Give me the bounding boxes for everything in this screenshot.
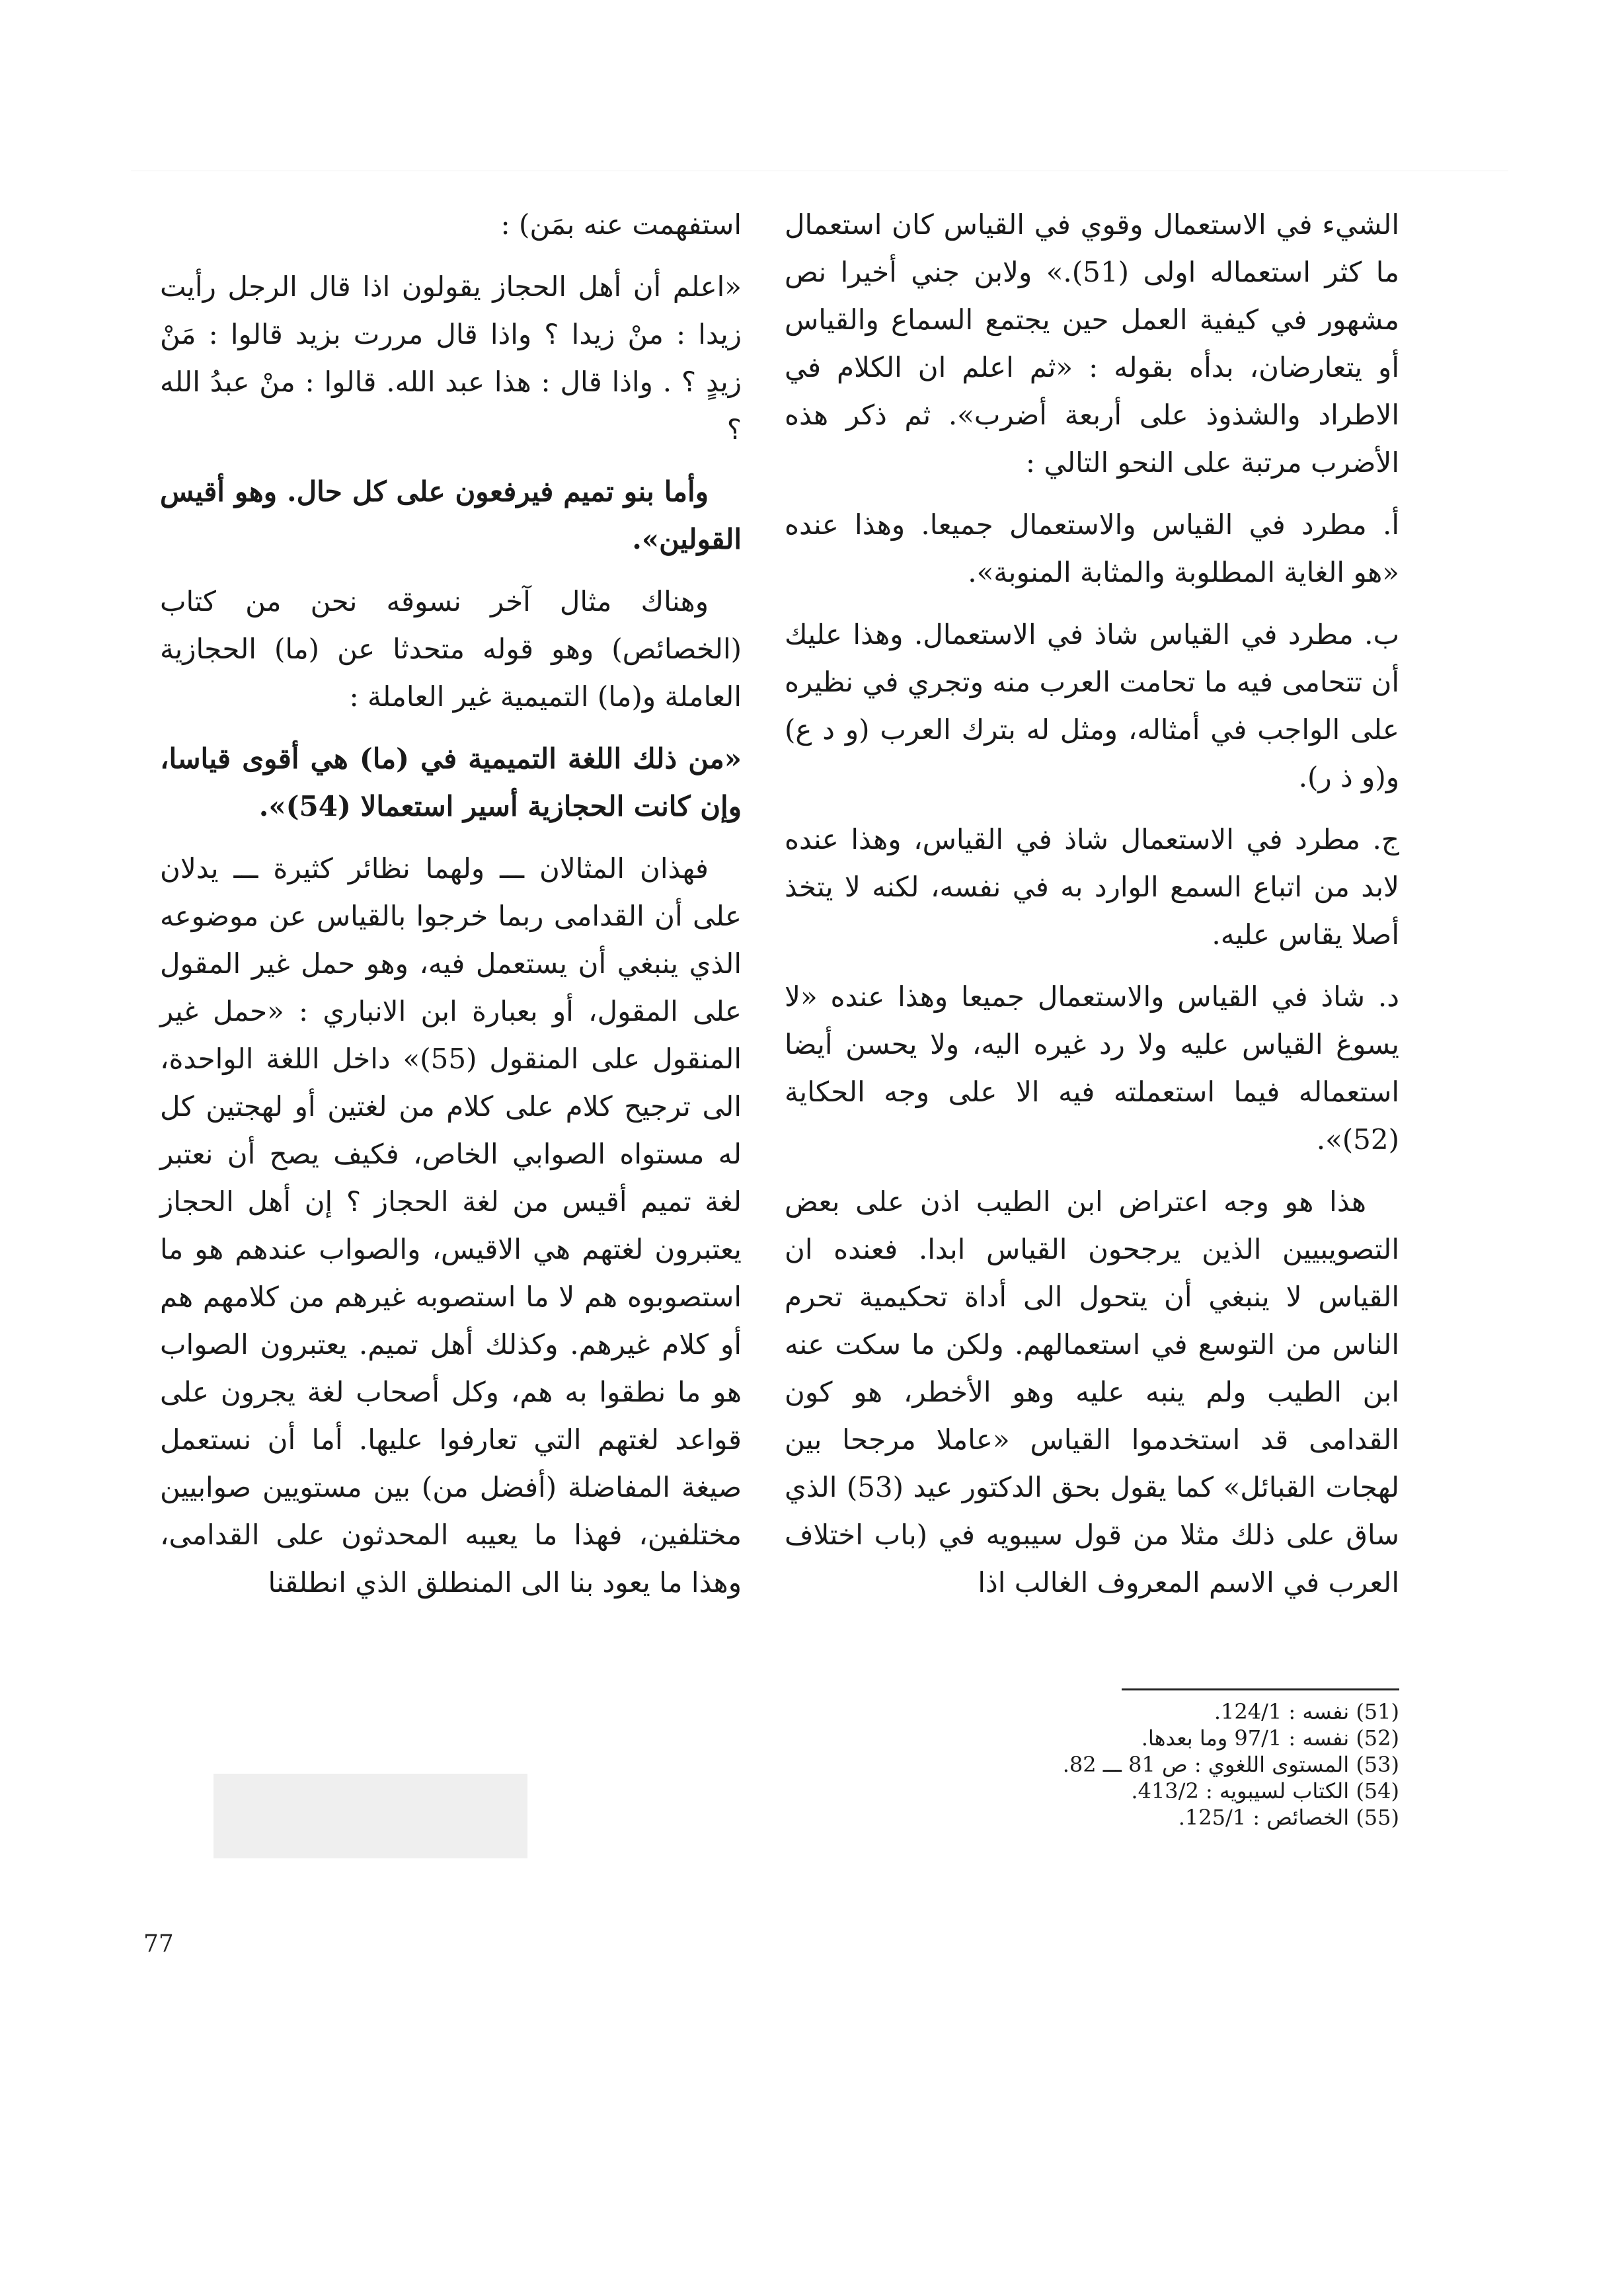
list-item-c: ج. مطرد في الاستعمال شاذ في القياس، وهذا عنده لابد من اتباع السمع الوارد به في نفسه، لكنه لا يتخذ أصلا يقاس عليه. <box>785 823 1399 951</box>
footnote-54: (54) الكتاب لسيبويه : 413/2. <box>1131 1778 1399 1803</box>
left-text-column <box>160 201 742 1621</box>
footnote-55: (55) الخصائص : 125/1. <box>1178 1805 1399 1830</box>
paragraph: فهذان المثالان ـــ ولهما نظائر كثيرة ـــ يدلان على أن القدامى ربما خرجوا بالقياس عن موضوعه الذي ينبغي أن يستعمل فيه، وهو حمل غير المقول على المقول، أو بعبارة ابن الانباري : «حمل غير المنقول على المنقول (55)» داخل اللغة الواحدة، الى ترجيح كلام على كلام من لغتين أو لهجتين كل له مستواه الصوابي الخاص، فكيف يصح أن نعتبر لغة تميم أقيس من لغة الحجاز ؟ إن أهل الحجاز يعتبرون لغتهم هي الاقيس، والصواب عندهم هو ما استصوبوه هم لا ما استصوبه غيرهم من كلامهم هم أو كلام غيرهم. وكذلك أهل تميم. يعتبرون الصواب هو ما نطقوا به هم، وكل أصحاب لغة يجرون على قواعد لغتهم التي تعارفوا عليها. أما أن نستعمل صيغة المفاضلة (أفضل من) بين مستويين صوابيين مختلفين، فهذا ما يعيبه المحدثون على القدامى، وهذا ما يعود بنا الى المنطلق الذي انطلقنا <box>160 852 742 1599</box>
quotation: «اعلم أن أهل الحجاز يقولون اذا قال الرجل رأيت زيدا : منْ زيدا ؟ واذا قال مررت بزيد قالوا : مَنْ زيدٍ ؟ . واذا قال : هذا عبد الله. قالوا : منْ عبدُ الله ؟ <box>160 270 742 446</box>
quotation: «من ذلك اللغة التميمية في (ما) هي أقوى قياسا، وإن كانت الحجازية أسير استعمالا (54)». <box>160 742 742 822</box>
paragraph: وهناك مثال آخر نسوقه نحن من كتاب (الخصائص) وهو قوله متحدثا عن (ما) الحجازية العاملة و(ما) التميمية غير العاملة : <box>160 585 742 713</box>
blank-placeholder-box <box>213 1774 527 1858</box>
list-item-b: ب. مطرد في القياس شاذ في الاستعمال. وهذا عليك أن تتحامى فيه ما تحامت العرب منه وتجري في نظيره على الواجب في أمثاله، ومثل له بترك العرب (و د ع) و(و ذ ر). <box>785 618 1399 793</box>
right-text-column <box>785 201 1399 1621</box>
list-item-d: د. شاذ في القياس والاستعمال جميعا وهذا عنده «لا يسوغ القياس عليه ولا رد غيره اليه، ولا يحسن أيضا استعماله فيما استعملته فيه الا على وجه الحكاية (52)». <box>785 980 1399 1156</box>
quotation: وأما بنو تميم فيرفعون على كل حال. وهو أقيس القولين». <box>160 475 742 555</box>
list-item-a: أ. مطرد في القياس والاستعمال جميعا. وهذا عنده «هو الغاية المطلوبة والمثابة المنوبة». <box>785 508 1399 588</box>
footnote-52: (52) نفسه : 97/1 وما بعدها. <box>1141 1725 1399 1751</box>
paragraph: استفهمت عنه بمَن) : <box>500 208 742 241</box>
footnote-divider <box>1122 1688 1399 1690</box>
document-page <box>131 171 1508 1936</box>
footnote-53: (53) المستوى اللغوي : ص 81 ـــ 82. <box>1062 1752 1399 1777</box>
paragraph: هذا هو وجه اعتراض ابن الطيب اذن على بعض التصويبيين الذين يرجحون القياس ابدا. فعنده ان القياس لا ينبغي أن يتحول الى أداة تحكيمية تحرم الناس من التوسع في استعمالهم. ولكن ما سكت عنه ابن الطيب ولم ينبه عليه وهو الأخطر، هو كون القدامى قد استخدموا القياس «عاملا مرجحا بين لهجات القبائل» كما يقول بحق الدكتور عيد (53) الذي ساق على ذلك مثلا من قول سيبويه في (باب اختلاف العرب في الاسم المعروف الغالب اذا <box>785 1185 1399 1599</box>
paragraph: الشيء في الاستعمال وقوي في القياس كان استعمال ما كثر استعماله اولى (51).» ولابن جني أخيرا نص مشهور في كيفية العمل حين يجتمع السماع والقياس أو يتعارضان، بدأه بقوله : «ثم اعلم ان الكلام في الاطراد والشذوذ على أربعة أضرب». ثم ذكر هذه الأضرب مرتبة على النحو التالي : <box>785 208 1399 479</box>
page-number: 77 <box>143 1930 174 1958</box>
footnote-51: (51) نفسه : 124/1. <box>1214 1699 1399 1724</box>
top-margin <box>0 0 1624 171</box>
footnotes <box>804 1698 1399 1831</box>
